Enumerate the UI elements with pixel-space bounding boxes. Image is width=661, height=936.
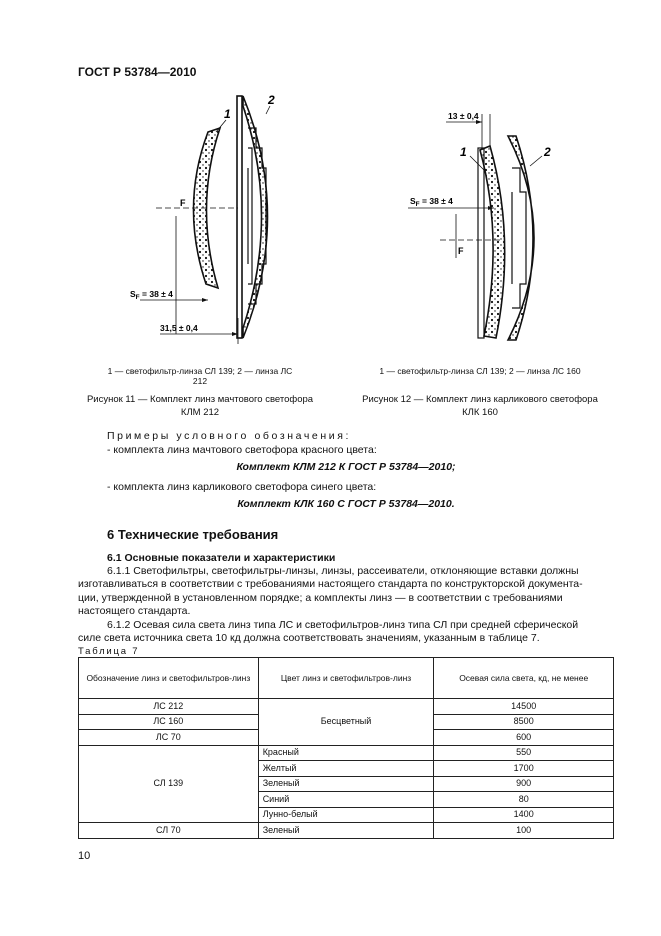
cell-color: Красный [258, 745, 434, 761]
section-6-title: 6 Технические требования [107, 527, 279, 542]
figure-12-callout-1: 1 [460, 145, 467, 159]
paragraph-6-1-1-line: изготавливаться в соответствии с требованиями настоящего стандарта по конструкторской документа- [78, 578, 583, 591]
cell-designation: СЛ 70 [79, 823, 259, 839]
cell-intensity: 900 [434, 776, 614, 792]
figure-12-focal-label: F [458, 246, 464, 256]
paragraph-6-1-1-line: ции, утвержденной в установленном порядке; а комплекты линз — в соответствии с требованиями [78, 591, 563, 604]
cell-color: Зеленый [258, 776, 434, 792]
paragraph-6-1-1-line: настоящего стандарта. [78, 605, 191, 618]
table-row [79, 745, 614, 761]
lens-2-steps [512, 168, 526, 308]
figure-12-drawing [400, 108, 570, 348]
subsection-6-1-title: 6.1 Основные показатели и характеристики [107, 552, 336, 564]
table-row [79, 823, 614, 839]
cell-designation: ЛС 160 [79, 714, 259, 730]
figure-11-caption [80, 393, 320, 419]
table-7-label: Таблица 7 [78, 646, 140, 657]
figure-12-caption-line2: КЛК 160 [462, 407, 498, 418]
figure-12-dim-sf: $S_F = 38 \pm 4$ [410, 196, 453, 208]
cell-color: Бесцветный [258, 699, 434, 746]
designation-example-1: Комплект КЛМ 212 К ГОСТ Р 53784—2010; [236, 461, 456, 473]
cell-intensity: 8500 [434, 714, 614, 730]
cell-intensity: 14500 [434, 699, 614, 715]
cell-color: Синий [258, 792, 434, 808]
examples-item-2: - комплекта линз карликового светофора синего цвета: [107, 481, 377, 493]
figure-11-caption-line2: КЛМ 212 [180, 407, 220, 418]
cell-designation: ЛС 70 [79, 730, 259, 746]
page-number: 10 [78, 850, 91, 862]
cell-color: Лунно-белый [258, 807, 434, 823]
cell-designation: СЛ 139 [79, 745, 259, 823]
cell-color: Желтый [258, 761, 434, 777]
header-designation: Обозначение линз и светофильтров-линз [79, 658, 259, 699]
cell-intensity: 100 [434, 823, 614, 839]
figure-12-legend: 1 — светофильтр-линза СЛ 139; 2 — линза ЛС 160 [379, 366, 581, 376]
figure-12-caption-line1: Рисунок 12 — Комплект линз карликового светофора [362, 394, 598, 405]
table-7 [78, 657, 614, 839]
figure-12-caption [348, 393, 612, 419]
table-row [79, 699, 614, 715]
cell-intensity: 1700 [434, 761, 614, 777]
paragraph-6-1-2 [78, 619, 614, 646]
figure-12-dim-top: 13 ± 0,4 [448, 111, 479, 121]
paragraph-6-1-2-line: силе света источника света 10 кд должна соответствовать значениям, указанным в таблице 7. [78, 632, 540, 645]
cell-intensity: 600 [434, 730, 614, 746]
lens-2-flange [237, 96, 242, 338]
document-header: ГОСТ Р 53784—2010 [78, 65, 197, 79]
figure-12-callout-2: 2 [544, 145, 551, 159]
figure-11-legend: 1 — светофильтр-линза СЛ 139; 2 — линза ЛС 212 [107, 366, 293, 386]
header-color: Цвет линз и светофильтров-линз [258, 658, 434, 699]
lens-2-shape [243, 96, 268, 338]
examples-item-1: - комплекта линз мачтового светофора красного цвета: [107, 444, 377, 456]
examples-heading: Примеры условного обозначения: [107, 430, 352, 442]
cell-intensity: 80 [434, 792, 614, 808]
figure-11-callout-2: 2 [268, 93, 275, 107]
designation-example-2: Комплект КЛК 160 С ГОСТ Р 53784—2010. [237, 498, 455, 510]
figure-11-dim-width: 31,5 ± 0,4 [160, 323, 198, 333]
paragraph-6-1-1-line: 6.1.1 Светофильтры, светофильтры-линзы, линзы, рассеиватели, отклоняющие вставки должны [107, 565, 579, 577]
table-header-row [79, 658, 614, 699]
figure-11-dim-sf: $S_F = 38 \pm 4$ [130, 289, 173, 301]
header-intensity: Осевая сила света, кд, не менее [434, 658, 614, 699]
paragraph-6-1-2-line: 6.1.2 Осевая сила света линз типа ЛС и светофильтров-линз типа СЛ при средней сферической [107, 619, 579, 631]
paragraph-6-1-1 [78, 565, 614, 619]
cell-color: Зеленый [258, 823, 434, 839]
cell-intensity: 1400 [434, 807, 614, 823]
cell-designation: ЛС 212 [79, 699, 259, 715]
cell-intensity: 550 [434, 745, 614, 761]
figure-11-drawing [120, 88, 310, 350]
figure-11-focal-label: F [180, 198, 186, 208]
figure-11-caption-line1: Рисунок 11 — Комплект линз мачтового светофора [86, 394, 314, 405]
figure-11-callout-1: 1 [224, 107, 231, 121]
lens-1-flange [478, 148, 484, 338]
